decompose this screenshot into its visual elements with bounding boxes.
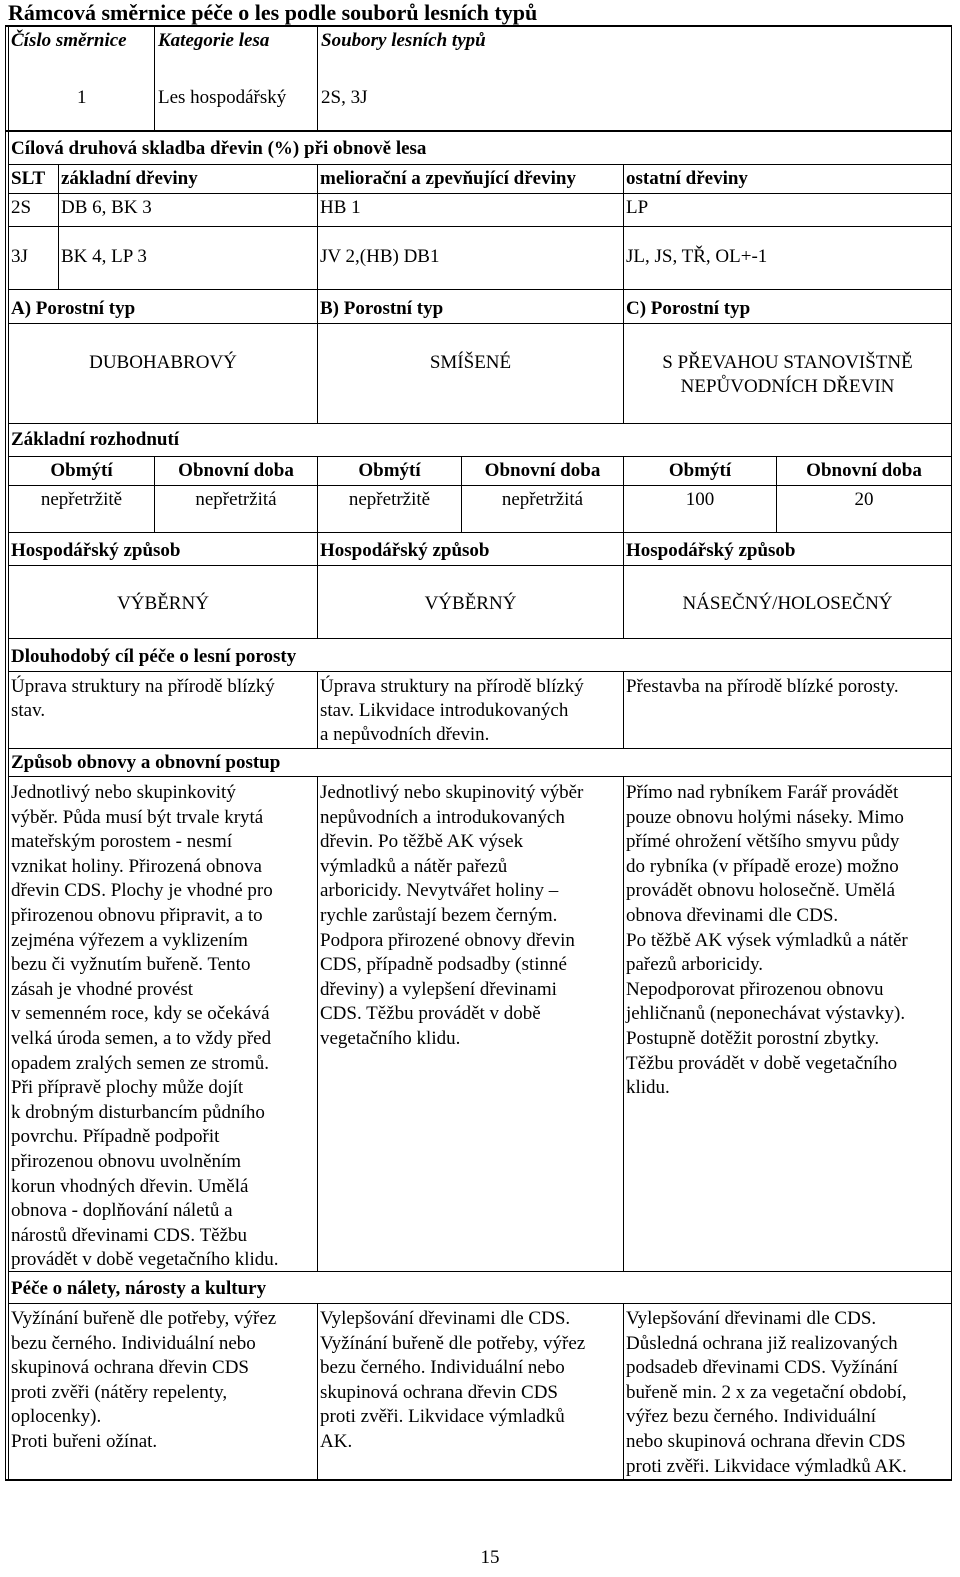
text-line: Přestavba na přírodě blízké porosty.: [626, 676, 899, 697]
rule: [8, 1303, 952, 1304]
goal-heading: Dlouhodobý cíl péče o lesní porosty: [11, 646, 297, 667]
text-line: proti zvěři. Likvidace výmladků AK.: [626, 1455, 907, 1477]
text-line: nepůvodních a introdukovaných: [320, 806, 565, 828]
management-c-label: Hospodářský způsob: [626, 540, 796, 561]
text-line: pouze obnovu holými náseky. Mimo: [626, 806, 904, 828]
basic-decision-heading: Základní rozhodnutí: [11, 429, 180, 450]
text-line: stav.: [11, 700, 46, 721]
text-line: jehličnanů (neponechávat výstavky).: [626, 1003, 906, 1025]
text-line: nebo skupinová ochrana dřevin CDS: [626, 1431, 906, 1452]
text-line: Jednotlivý nebo skupinovitý výběr: [320, 782, 584, 803]
rule: [58, 164, 59, 290]
text-line: přirozenou obnovu připravit, a to: [11, 905, 263, 926]
rule: [317, 164, 318, 290]
rule: [317, 671, 318, 749]
border-bottom: [5, 1479, 952, 1481]
text-line: podsadeb dřevinami CDS. Vyžínání: [626, 1357, 898, 1379]
table-cell: JL, JS, TŘ, OL+-1: [626, 246, 768, 267]
text-line: a nepůvodních dřevin.: [320, 724, 490, 745]
stand-type-c-label: C) Porostní typ: [626, 298, 751, 319]
rule: [623, 164, 624, 290]
table-cell: HB 1: [320, 197, 361, 218]
forest-types-value: 2S, 3J: [321, 87, 368, 108]
table-cell: Obnovní doba: [806, 460, 922, 481]
text-line: zejména výřezem a vyklizením: [11, 929, 248, 951]
rule: [8, 565, 952, 566]
text-line: vznikat holiny. Přirozená obnova: [11, 855, 262, 877]
header-divider-1: [154, 25, 155, 131]
text-line: buřeně min. 2 x za vegetační období,: [626, 1381, 907, 1403]
text-line: provádět v době vegetačního klidu.: [11, 1249, 279, 1271]
text-line: stav. Likvidace introdukovaných: [320, 700, 569, 721]
rule: [8, 193, 952, 194]
stand-type-c-value-line1: S PŘEVAHOU STANOVIŠTNĚ: [662, 352, 913, 373]
text-line: korun vhodných dřevin. Umělá: [11, 1175, 249, 1197]
text-line: CDS, případně podsadby (stinné: [320, 954, 567, 976]
text-line: nárostů dřevinami CDS. Těžbu: [11, 1224, 248, 1246]
table-cell: Obmýtí: [358, 460, 421, 481]
table-cell: BK 4, LP 3: [61, 246, 147, 267]
text-line: v semenném roce, kdy se očekává: [11, 1003, 270, 1025]
text-line: obnova - doplňování náletů a: [11, 1200, 233, 1222]
text-line: Postupně dotěžit porostní zbytky.: [626, 1028, 880, 1049]
rule: [317, 776, 318, 1272]
text-line: Úprava struktury na přírodě blízký: [11, 676, 275, 697]
text-line: pařezů arboricidy.: [626, 954, 763, 976]
text-line: Úprava struktury na přírodě blízký: [320, 676, 584, 697]
table-cell: nepřetržitá: [501, 489, 584, 510]
table-cell: 2S: [11, 197, 32, 218]
management-a-value: VÝBĚRNÝ: [117, 593, 209, 614]
rule: [8, 456, 952, 457]
text-line: bezu černého. Individuální nebo: [11, 1332, 256, 1354]
table-cell: Obnovní doba: [178, 460, 294, 481]
text-line: bezu černého. Individuální nebo: [320, 1357, 565, 1379]
text-line: skupinová ochrana dřevin CDS: [11, 1357, 249, 1379]
composition-col-ameliorating: meliorační a zpevňující dřeviny: [320, 168, 576, 189]
composition-heading: Cílová druhová skladba dřevin (%) při obnově lesa: [11, 138, 427, 159]
text-line: bezu či vyžnutím buřeně. Tento: [11, 954, 251, 976]
rule: [8, 532, 952, 533]
document-title: Rámcová směrnice péče o les podle souborů lesních typů: [8, 0, 538, 25]
management-b-value: VÝBĚRNÝ: [424, 593, 517, 614]
management-b-label: Hospodářský způsob: [320, 540, 490, 561]
text-line: klidu.: [626, 1077, 670, 1099]
text-line: Vylepšování dřevinami dle CDS.: [626, 1308, 877, 1329]
text-line: Vylepšování dřevinami dle CDS.: [320, 1308, 571, 1329]
text-line: výřez bezu černého. Individuální: [626, 1406, 877, 1428]
stand-type-a-label: A) Porostní typ: [11, 298, 136, 319]
text-line: provádět obnovu holosečně. Umělá: [626, 880, 896, 902]
text-line: výběr. Půda musí být trvale krytá: [11, 806, 264, 828]
rule: [8, 671, 952, 672]
rule: [8, 776, 952, 777]
header-bottom: [5, 130, 952, 132]
rule: [8, 748, 952, 749]
text-line: AK.: [320, 1431, 353, 1452]
text-line: dřevin. Po těžbě AK výsek: [320, 831, 524, 853]
rule: [8, 164, 952, 165]
text-line: Důsledná ochrana již realizovaných: [626, 1332, 898, 1354]
table-cell: nepřetržitě: [40, 489, 123, 510]
text-line: Proti buřeni ožínat.: [11, 1431, 158, 1452]
management-c-value: NÁSEČNÝ/HOLOSEČNÝ: [682, 593, 893, 614]
rule: [623, 532, 624, 639]
rule: [623, 671, 624, 749]
text-line: Podpora přirozené obnovy dřevin: [320, 929, 575, 951]
header-col-directive: Číslo směrnice: [11, 30, 127, 51]
text-line: Při přípravě plochy může dojít: [11, 1077, 244, 1099]
renewal-heading: Způsob obnovy a obnovní postup: [11, 752, 281, 773]
rule: [623, 776, 624, 1272]
text-line: arboricidy. Nevytvářet holiny –: [320, 880, 559, 902]
text-line: mateřským porostem - nesmí: [11, 831, 233, 853]
rule: [623, 1303, 624, 1481]
table-cell: Obmýtí: [50, 460, 113, 481]
composition-col-slt: SLT: [11, 168, 46, 189]
text-line: velká úroda semen, a to vždy před: [11, 1028, 272, 1049]
page-number: 15: [480, 1547, 500, 1568]
border-left-outer: [5, 25, 6, 1480]
text-line: proti zvěři (nátěry repelenty,: [11, 1381, 228, 1403]
text-line: dřevin CDS. Plochy je vhodné pro: [11, 880, 273, 902]
text-line: Vyžínání buřeně dle potřeby, výřez: [11, 1308, 277, 1329]
text-line: opadem zralých semen ze stromů.: [11, 1052, 269, 1074]
text-line: k drobným disturbancím půdního: [11, 1101, 265, 1123]
text-line: proti zvěři. Likvidace výmladků: [320, 1406, 565, 1428]
rule: [8, 323, 952, 324]
text-line: přirozenou obnovu uvolněním: [11, 1151, 242, 1172]
composition-col-other: ostatní dřeviny: [626, 168, 748, 189]
stand-type-a-value: DUBOHABROVÝ: [89, 352, 237, 373]
text-line: Po těžbě AK výsek výmladků a nátěr: [626, 929, 908, 951]
table-cell: JV 2,(HB) DB1: [320, 246, 440, 267]
table-cell: nepřetržitě: [348, 489, 431, 510]
text-line: oplocenky).: [11, 1406, 102, 1428]
text-line: přímé ohrožení většího smyvu půdy: [626, 831, 900, 853]
rule: [8, 485, 952, 486]
stand-type-c-value-line2: NEPŮVODNÍCH DŘEVIN: [680, 376, 895, 397]
composition-col-basic: základní dřeviny: [61, 168, 198, 189]
text-line: dřeviny) a vylepšení dřevinami: [320, 978, 557, 1000]
stand-type-b-value: SMÍŠENÉ: [429, 352, 512, 373]
text-line: rychle zarůstají bezem černým.: [320, 905, 558, 926]
stand-type-b-label: B) Porostní typ: [320, 298, 444, 319]
text-line: výmladků a nátěr pařezů: [320, 855, 508, 877]
directive-number: 1: [77, 87, 87, 108]
table-cell: 100: [685, 489, 715, 510]
header-col-category: Kategorie lesa: [158, 30, 270, 51]
text-line: do rybníka (v případě eroze) možno: [626, 855, 899, 877]
rule: [8, 423, 952, 424]
text-line: zásah je vhodné provést: [11, 978, 194, 1000]
rule: [8, 289, 952, 290]
rule: [8, 226, 952, 227]
forest-category: Les hospodářský: [158, 87, 287, 108]
border-right: [951, 25, 952, 1480]
rule: [317, 532, 318, 639]
text-line: Přímo nad rybníkem Farář provádět: [626, 782, 899, 803]
table-cell: LP: [626, 197, 649, 218]
border-left-inner: [8, 25, 9, 1480]
table-cell: Obmýtí: [668, 460, 732, 481]
table-cell: Obnovní doba: [484, 460, 601, 481]
table-cell: 20: [854, 489, 874, 510]
table-cell: nepřetržitá: [195, 489, 277, 510]
header-col-forest-types: Soubory lesních typů: [321, 30, 486, 51]
text-line: skupinová ochrana dřevin CDS: [320, 1381, 558, 1403]
text-line: Nepodporovat přirozenou obnovu: [626, 978, 884, 1000]
management-a-label: Hospodářský způsob: [11, 540, 181, 561]
text-line: obnova dřevinami dle CDS.: [626, 905, 839, 926]
text-line: povrchu. Případně podpořit: [11, 1126, 220, 1148]
table-cell: 3J: [11, 246, 28, 267]
header-divider-2: [317, 25, 318, 131]
care-heading: Péče o nálety, nárosty a kultury: [11, 1278, 267, 1299]
text-line: Těžbu provádět v době vegetačního: [626, 1052, 898, 1074]
text-line: Jednotlivý nebo skupinkovitý: [11, 782, 236, 803]
text-line: vegetačního klidu.: [320, 1028, 461, 1049]
text-line: CDS. Těžbu provádět v době: [320, 1003, 541, 1025]
rule: [8, 638, 952, 639]
rule: [317, 1303, 318, 1481]
text-line: Vyžínání buřeně dle potřeby, výřez: [320, 1332, 586, 1354]
table-cell: DB 6, BK 3: [61, 197, 152, 218]
